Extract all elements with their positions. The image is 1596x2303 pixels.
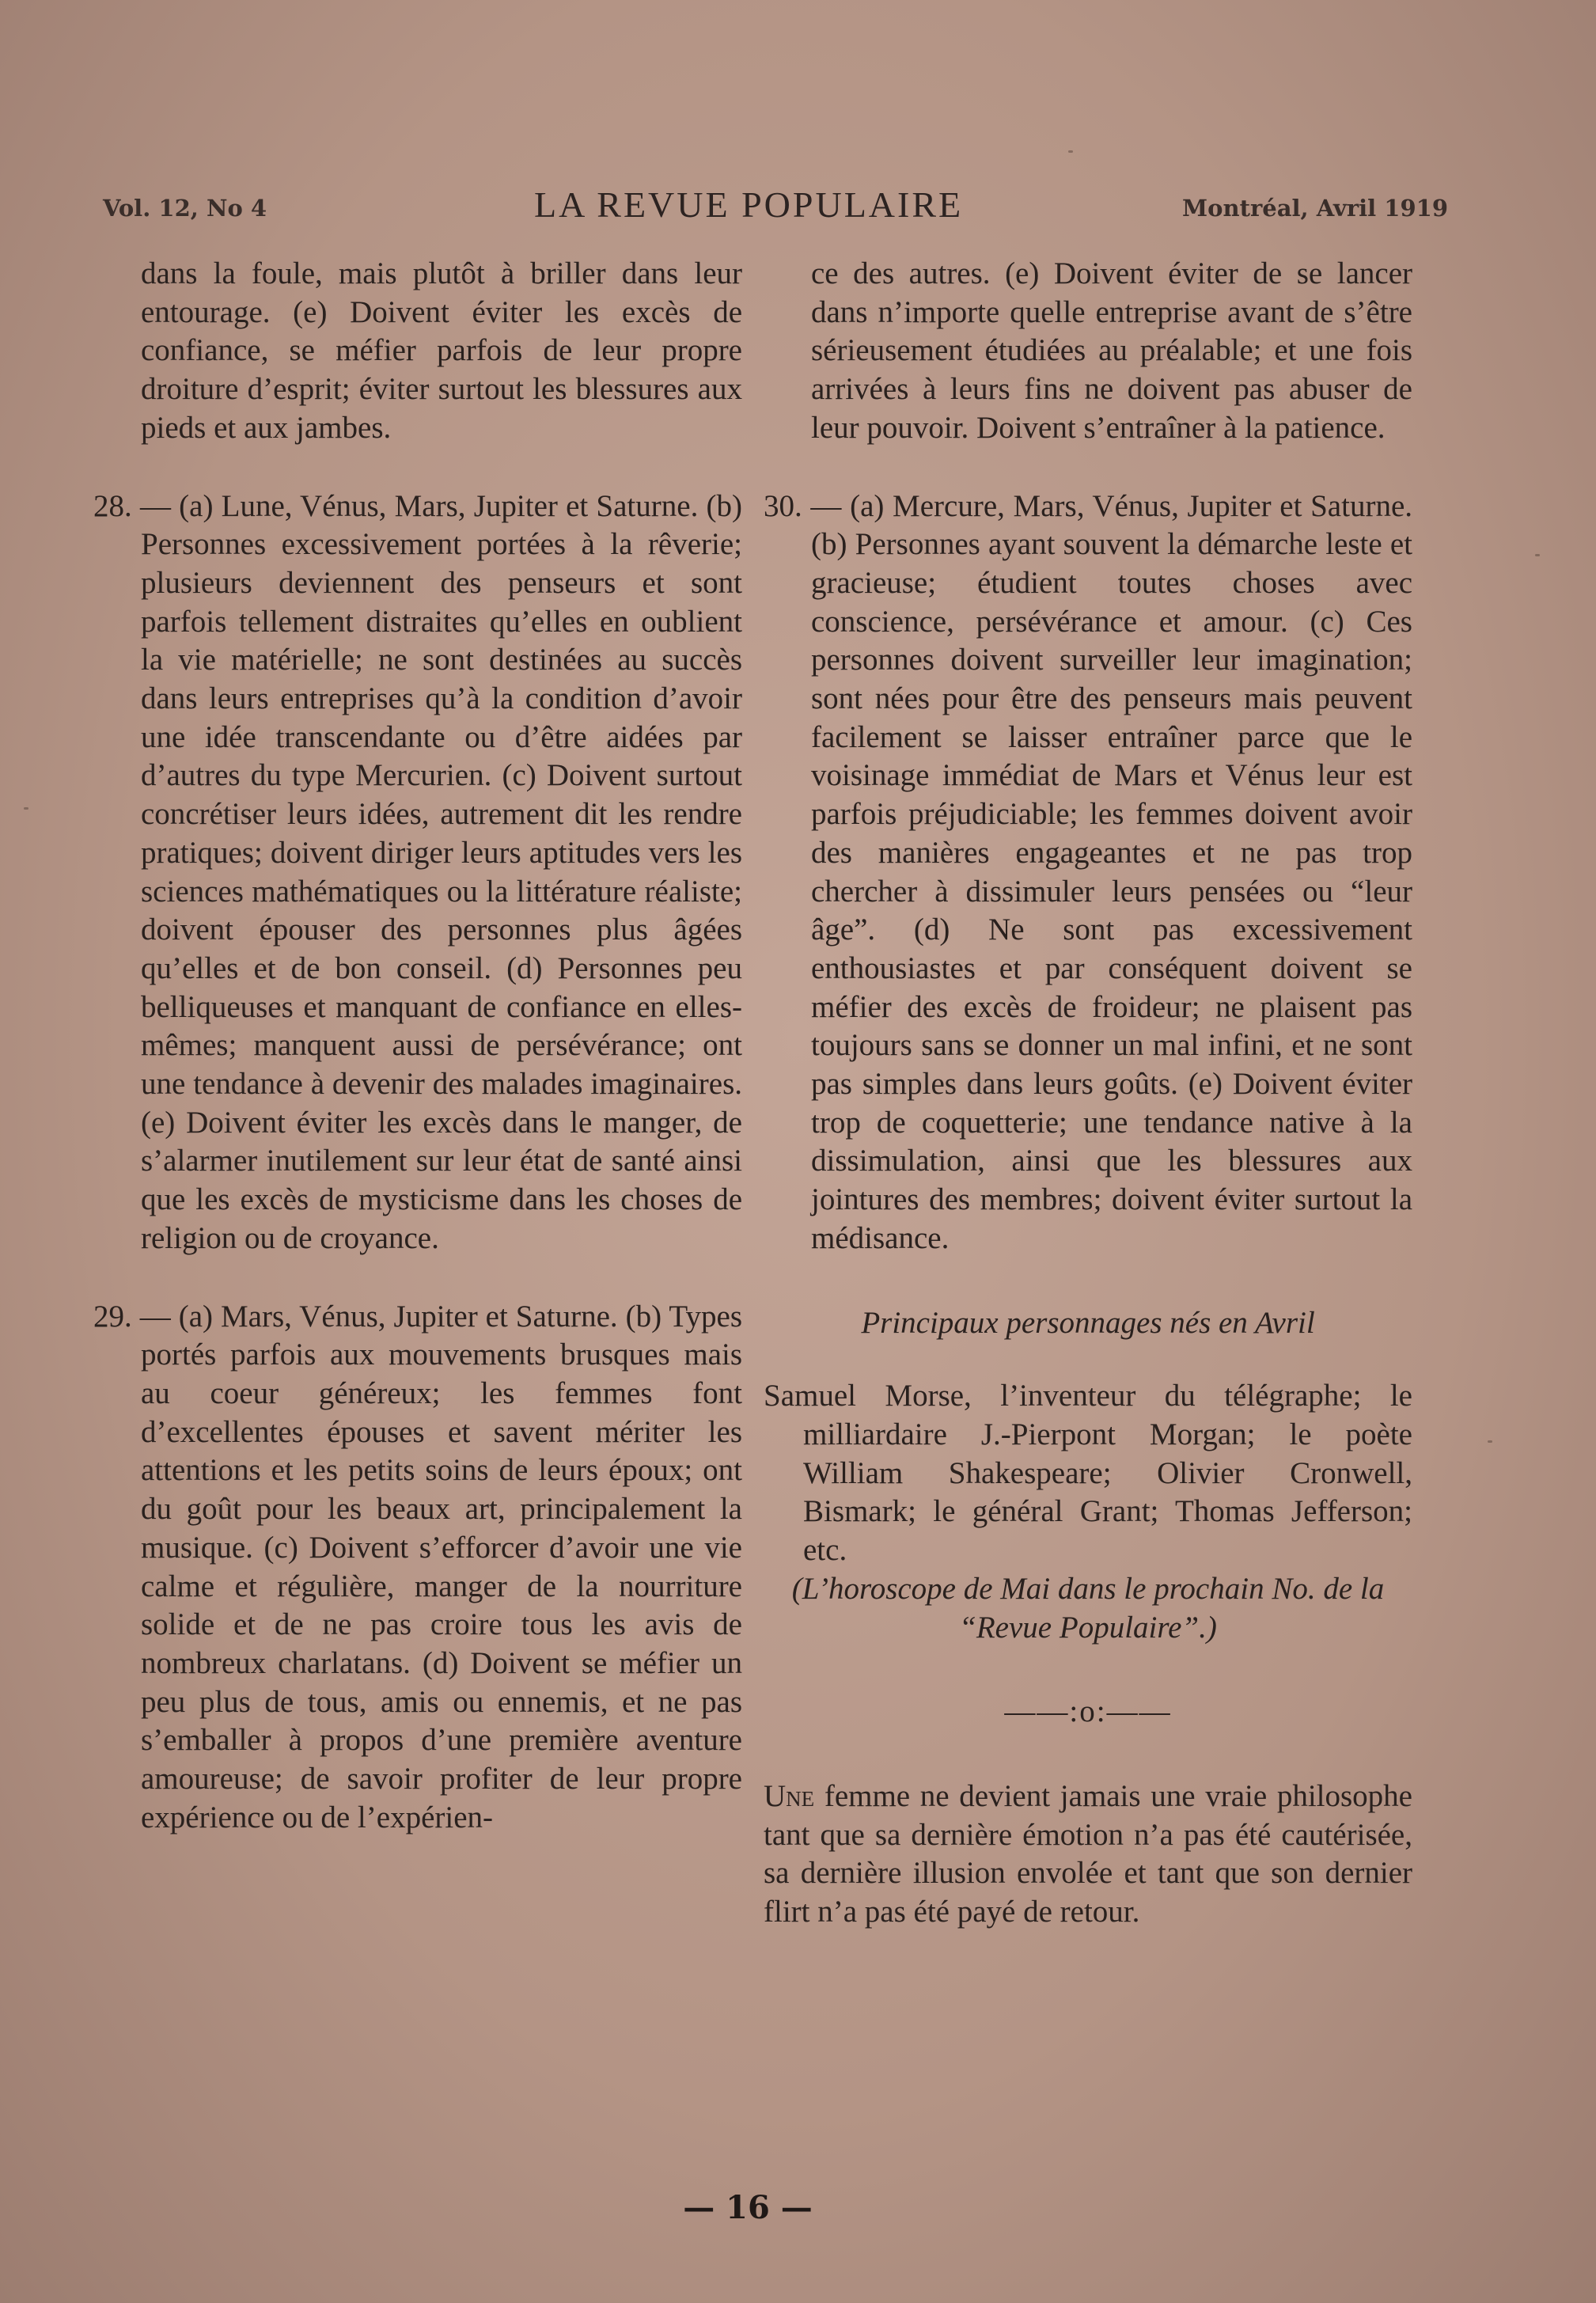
- paper-speck: [1488, 1440, 1492, 1443]
- quote-text: femme ne devient jamais une vraie philosophe tant que sa dernière émotion n’a pas été cautérisée, sa dernière illusion envolée et tant que son dernier flirt n’a pas été payé de retour.: [764, 1778, 1412, 1929]
- issue-date: Montréal, Avril 1919: [1182, 195, 1448, 222]
- volume-number: Vol. 12, No 4: [103, 195, 267, 222]
- continued-paragraph-right: ce des autres. (e) Doivent éviter de se lancer dans n’importe quelle entreprise avant de s’être sérieusement étudiées au préalable; et une fois arrivées à leurs fins ne doivent pas abuser de leur pouvoir. Doivent s’entraîner à la patience.: [811, 256, 1412, 445]
- next-issue-note: (L’horoscope de Mai dans le prochain No. de la “Revue Populaire”.): [791, 1571, 1385, 1645]
- right-column: [764, 255, 1412, 1932]
- magazine-title: LA REVUE POPULAIRE: [534, 184, 964, 225]
- continued-paragraph: dans la foule, mais plutôt à briller dans leur entourage. (e) Doivent éviter les excès de confiance, se méfier parfois de leur propre droiture d’esprit; éviter surtout les blessures aux pieds et aux jambes.: [141, 256, 742, 445]
- paper-speck: [1535, 554, 1540, 556]
- famous-people-list: Samuel Morse, l’inventeur du télégraphe; le milliardaire J.-Pierpont Morgan; le poète William Shakespeare; Olivier Cronwell, Bismark; le général Grant; Thomas Jefferson; etc.: [764, 1379, 1412, 1568]
- entry-28: 28. — (a) Lune, Vénus, Mars, Jupiter et Saturne. (b) Personnes excessivement portées à la rêverie; plusieurs deviennent des penseurs et sont parfois tellement distraites qu’elles en oublient la vie matérielle; ne sont destinées au succès dans leurs entreprises qu’à la condition d’avoir une idée transcendante ou d’être aidées par d’autres du type Mercurien. (c) Doivent surtout concrétiser leurs idées, autrement dit les rendre pratiques; doivent diriger leurs aptitudes vers les sciences mathématiques ou la littérature réaliste; doivent épouser des personnes plus âgées qu’elles et de bon conseil. (d) Personnes peu belliqueuses et manquant de confiance en elles-mêmes; manquent aussi de persévérance; ont une tendance à devenir des malades imaginaires. (e) Doivent éviter les excès dans le manger, de s’alarmer inutilement sur leur état de santé ainsi que les excès de mysticisme dans les choses de religion ou de croyance.: [93, 488, 742, 1255]
- entry-30: 30. — (a) Mercure, Mars, Vénus, Jupiter et Saturne. (b) Personnes ayant souvent la démarche leste et gracieuse; étudient toutes choses avec conscience, persévérance et amour. (c) Ces personnes doivent surveiller leur imagination; sont nées pour être des penseurs mais peuvent facilement se laisser entraîner parce que le voisinage immédiat de Mars et Vénus leur est parfois préjudiciable; les femmes doivent avoir des manières engageantes et ne pas trop chercher à dissimuler leurs pensées ou “leur âge”. (d) Ne sont pas excessivement enthousiastes et par conséquent doivent se méfier des excès de froideur; ne plaisent pas toujours sans se donner un mal infini, et ne sont pas simples dans leurs goûts. (e) Doivent éviter trop de coquetterie; une tendance native à la dissimulation, ainsi que les blessures aux jointures des membres; doivent éviter surtout la médisance.: [764, 488, 1412, 1255]
- page-header: [103, 184, 1448, 231]
- section-separator: ——:o:——: [1004, 1694, 1172, 1729]
- page-number: — 16 —: [683, 2189, 813, 2226]
- entry-29: 29. — (a) Mars, Vénus, Jupiter et Saturne. (b) Types portés parfois aux mouvements brusques mais au coeur généreux; les femmes font d’excellentes épouses et savent mériter les attentions et les petits soins de leurs époux; ont du goût pour les beaux art, principalement la musique. (c) Doivent s’efforcer d’avoir une vie calme et régulière, manger de la nourriture solide et de ne pas croire tous les avis de nombreux charlatans. (d) Doivent se méfier un peu plus de tous, amis ou ennemis, et ne pas s’emballer à propos d’une première aventure amoureuse; de savoir profiter de leur propre expérience ou de l’expérien-: [93, 1299, 742, 1834]
- paper-speck: [1068, 150, 1073, 153]
- paper-speck: [24, 807, 28, 810]
- section-title: Principaux personnages nés en Avril: [861, 1305, 1315, 1340]
- left-column: [93, 255, 742, 1837]
- closing-quote: [764, 1778, 1412, 1932]
- quote-dropword: Une: [764, 1778, 815, 1813]
